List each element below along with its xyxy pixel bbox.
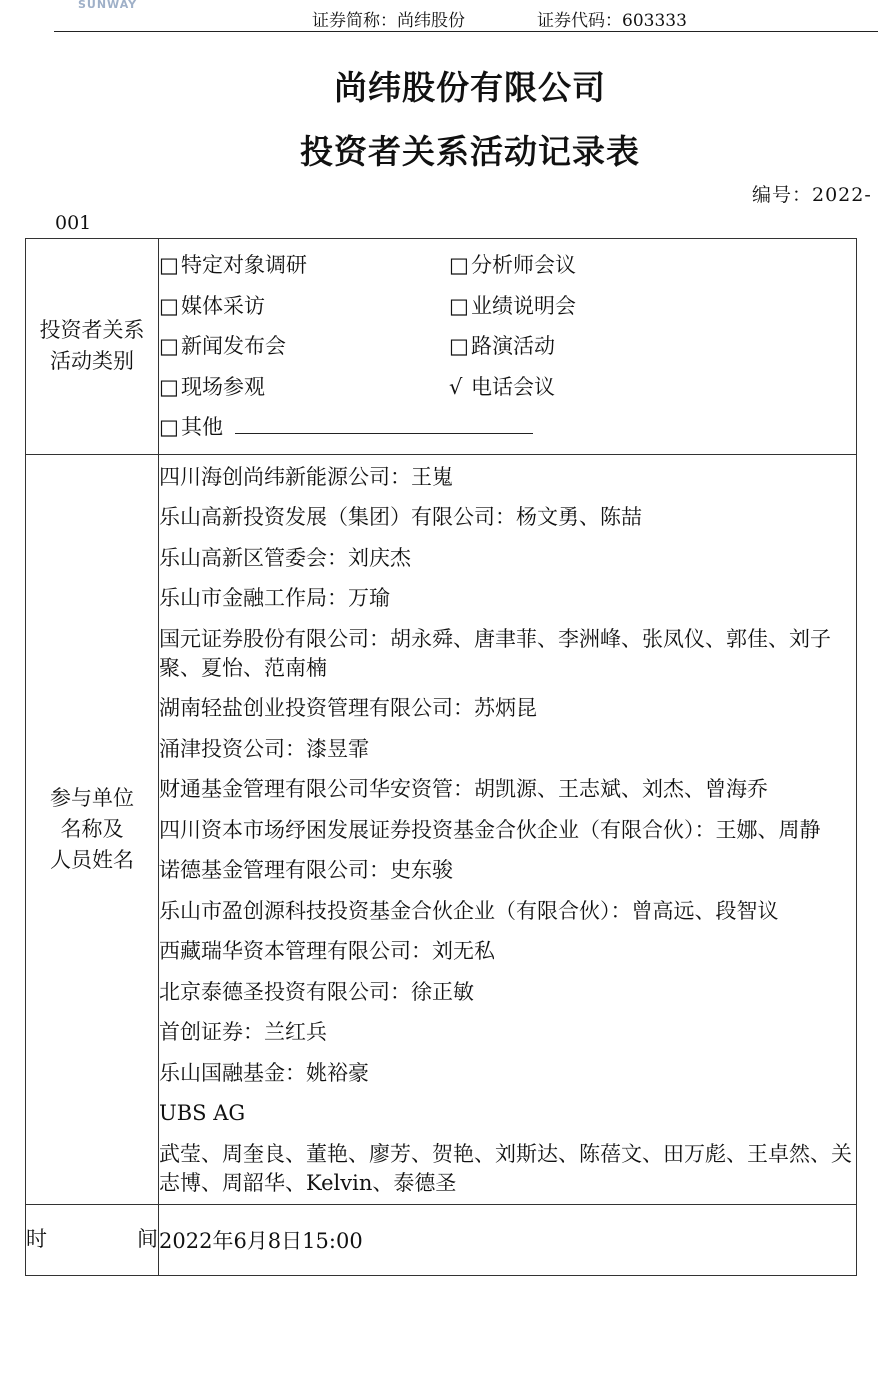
participant-entry: 乐山高新投资发展（集团）有限公司：杨文勇、陈喆	[159, 505, 642, 530]
category-option[interactable]	[159, 286, 449, 327]
participant-entry: 四川资本市场纾困发展证券投资基金合伙企业（有限合伙）：王娜、周静	[159, 817, 821, 842]
category-option-label: 分析师会议	[471, 253, 576, 277]
participant-entry: 首创证券：兰红兵	[159, 1020, 327, 1045]
participant-entry: 涌津投资公司：漆昱霏	[159, 736, 369, 761]
participant-entry: 四川海创尚纬新能源公司：王嵬	[159, 464, 453, 489]
category-option[interactable]	[449, 367, 856, 408]
participants-content	[159, 454, 857, 1204]
participant-entry: 财通基金管理有限公司华安资管：胡凯源、王志斌、刘杰、曾海乔	[159, 777, 768, 802]
security-short-name: 证券简称：尚纬股份	[312, 11, 465, 31]
participant-entry: 湖南轻盐创业投资管理有限公司：苏炳昆	[159, 696, 537, 721]
category-option-label: 路演活动	[471, 334, 555, 359]
unchecked-box-icon: □	[159, 334, 179, 359]
unchecked-box-icon: □	[449, 253, 469, 277]
participant-entry: 乐山高新区管委会：刘庆杰	[159, 545, 411, 570]
unchecked-box-icon: □	[159, 415, 179, 440]
category-option-label: 新闻发布会	[181, 334, 286, 359]
category-content	[159, 239, 857, 455]
record-title: 投资者关系活动记录表	[300, 132, 640, 171]
category-option-label: 现场参观	[181, 374, 265, 399]
participants-row	[26, 454, 857, 1204]
category-option-label: 特定对象调研	[181, 253, 307, 277]
unchecked-box-icon: □	[159, 253, 179, 277]
participant-entry: 乐山国融基金：姚裕豪	[159, 1060, 369, 1085]
participant-entry: UBS AG	[159, 1101, 246, 1126]
category-option[interactable]	[449, 326, 856, 367]
participants-label-line3: 人员姓名	[50, 847, 134, 872]
checked-box-icon: √	[449, 374, 463, 399]
company-logo: SUNWAY	[78, 0, 138, 11]
category-label	[26, 239, 159, 455]
category-option-label: 媒体采访	[181, 293, 265, 318]
unchecked-box-icon: □	[159, 374, 179, 399]
time-row	[26, 1204, 857, 1275]
category-option[interactable]	[159, 245, 449, 286]
category-option[interactable]	[159, 367, 449, 408]
time-label	[26, 1204, 159, 1275]
unchecked-box-icon: □	[159, 293, 179, 318]
record-table	[25, 238, 857, 1276]
participant-entry: 诺德基金管理有限公司：史东骏	[159, 858, 453, 883]
category-label-text: 投资者关系活动类别	[39, 318, 145, 374]
category-grid	[159, 239, 856, 454]
unchecked-box-icon: □	[449, 293, 469, 318]
security-code: 证券代码：603333	[537, 11, 687, 31]
document-number-tail: 001	[55, 212, 92, 234]
category-option-label: 电话会议	[471, 374, 555, 399]
participant-entry: 西藏瑞华资本管理有限公司：刘无私	[159, 939, 495, 964]
participants-label-line1: 参与单位	[50, 785, 134, 810]
category-option[interactable]	[159, 326, 449, 367]
participants-label-line2: 名称及	[60, 816, 124, 841]
unchecked-box-icon: □	[449, 334, 469, 359]
header-rule	[54, 31, 878, 32]
category-row	[26, 239, 857, 455]
category-option[interactable]	[449, 245, 856, 286]
document-number: 编号：2022-	[752, 184, 872, 206]
participant-entry: 乐山市盈创源科技投资基金合伙企业（有限合伙）：曾高远、段智议	[159, 898, 779, 923]
time-value: 2022年6月8日15:00	[159, 1204, 857, 1275]
participant-entry: 国元证券股份有限公司：胡永舜、唐聿菲、李洲峰、张凤仪、郭佳、刘子聚、夏怡、范南楠	[159, 626, 831, 680]
company-title: 尚纬股份有限公司	[334, 68, 606, 107]
category-option-other[interactable]	[159, 407, 856, 448]
other-blank-line[interactable]	[235, 415, 533, 434]
time-label-left: 时	[26, 1227, 47, 1252]
participant-entry: 乐山市金融工作局：万瑜	[159, 586, 390, 611]
header-info	[312, 6, 687, 31]
time-label-right: 间	[137, 1227, 158, 1252]
category-option-label: 其他	[181, 415, 223, 440]
category-option[interactable]	[449, 286, 856, 327]
participant-entry: 武莹、周奎良、董艳、廖芳、贺艳、刘斯达、陈蓓文、田万彪、王卓然、关志博、周韶华、Kelvin、泰德圣	[159, 1141, 852, 1195]
participant-entry: 北京泰德圣投资有限公司：徐正敏	[159, 979, 474, 1004]
participants-label	[26, 454, 159, 1204]
category-option-label: 业绩说明会	[471, 293, 576, 318]
participants-list	[159, 455, 856, 1204]
